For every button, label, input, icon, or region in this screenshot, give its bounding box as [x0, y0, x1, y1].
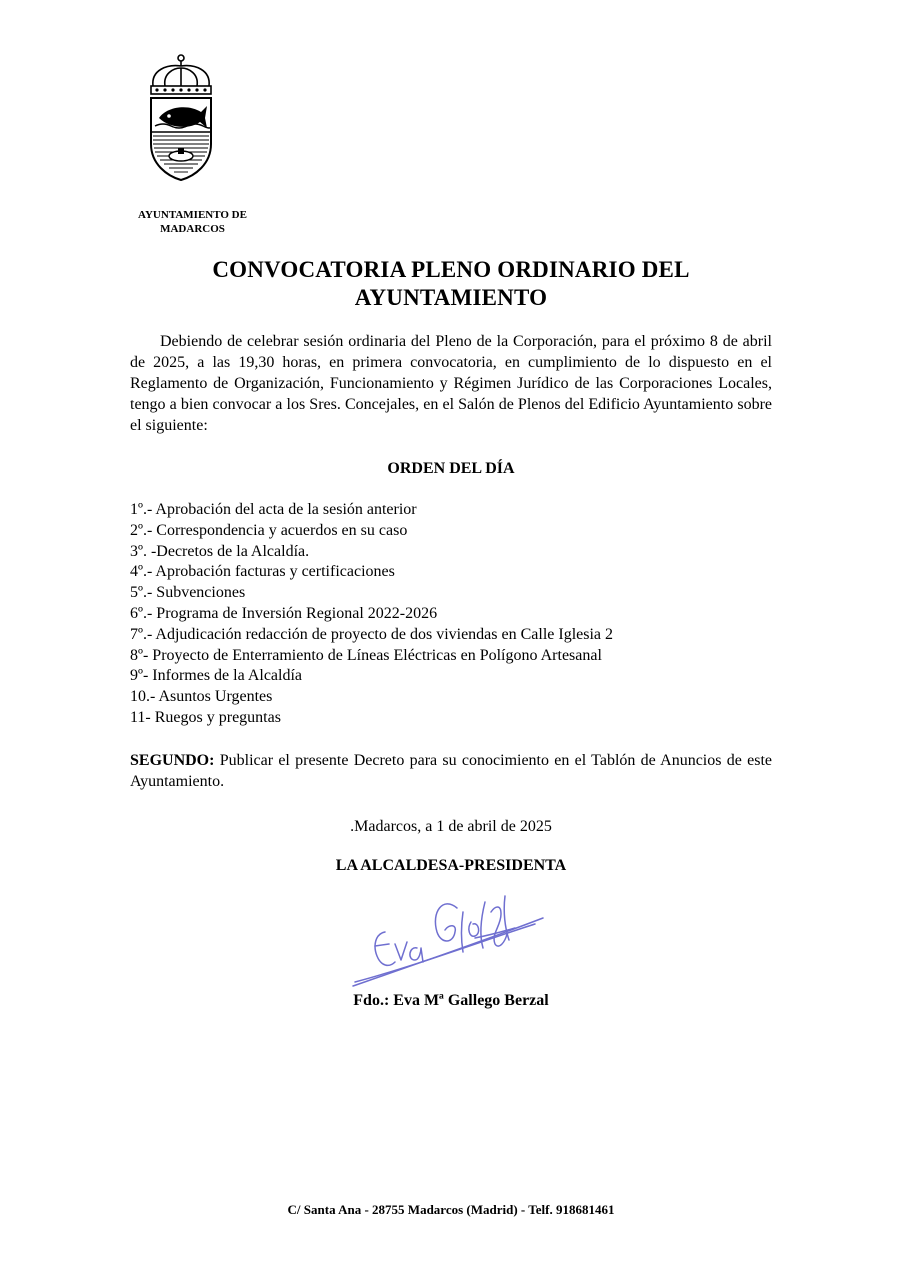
agenda-item: 5º.- Subvenciones: [130, 584, 246, 602]
agenda-item: 3º. -Decretos de la Alcaldía.: [130, 542, 310, 560]
organization-name-line-2: MADARCOS: [160, 223, 225, 235]
agenda-item: 2º.- Correspondencia y acuerdos en su caso: [130, 521, 408, 539]
handwritten-signature: [345, 882, 550, 992]
mayor-title: LA ALCALDESA-PRESIDENTA: [335, 857, 567, 874]
agenda-item: 1º.- Aprobación del acta de la sesión anterior: [130, 501, 417, 518]
document-title: [130, 256, 772, 312]
organization-name: [120, 208, 265, 236]
segundo-paragraph: [130, 750, 772, 792]
agenda-heading: ORDEN DEL DÍA: [387, 460, 515, 477]
document-title-line-1: CONVOCATORIA PLENO ORDINARIO DEL: [212, 257, 690, 282]
footer-address: C/ Santa Ana - 28755 Madarcos (Madrid) - Telf. 918681461: [287, 1202, 615, 1217]
place-and-date: .Madarcos, a 1 de abril de 2025: [350, 818, 552, 835]
agenda-item: 11- Ruegos y preguntas: [130, 708, 281, 726]
agenda-item: 10.- Asuntos Urgentes: [130, 688, 273, 706]
agenda-item: 9º- Informes de la Alcaldía: [130, 667, 303, 685]
agenda-list: [130, 500, 772, 729]
agenda-item: 4º.- Aprobación facturas y certificaciones: [130, 563, 395, 581]
agenda-item: 8º- Proyecto de Enterramiento de Líneas Eléctricas en Polígono Artesanal: [130, 646, 602, 664]
segundo-label: SEGUNDO:: [130, 752, 215, 769]
segundo-text: Publicar el presente Decreto para su conocimiento en el Tablón de Anuncios de este Ayuntamiento.: [130, 752, 772, 790]
municipal-crest-icon: [145, 52, 217, 182]
document-title-line-2: AYUNTAMIENTO: [354, 285, 548, 310]
organization-name-line-1: AYUNTAMIENTO DE: [138, 209, 247, 221]
agenda-item: 7º.- Adjudicación redacción de proyecto de dos viviendas en Calle Iglesia 2: [130, 625, 614, 643]
agenda-item: 6º.- Programa de Inversión Regional 2022-2026: [130, 604, 438, 622]
signatory-name: Fdo.: Eva Mª Gallego Berzal: [353, 992, 549, 1009]
intro-paragraph: Debiendo de celebrar sesión ordinaria del Pleno de la Corporación, para el próximo 8 de abril de 2025, a las 19,30 horas, en primera convocatoria, en cumplimiento de lo dispuesto en el Reglamento de Organización, Funcionamiento y Régimen Jurídico de las Corporaciones Locales, tengo a bien convocar a los Sres. Concejales, en el Salón de Plenos del Edificio Ayuntamiento sobre el siguiente:: [130, 333, 772, 434]
